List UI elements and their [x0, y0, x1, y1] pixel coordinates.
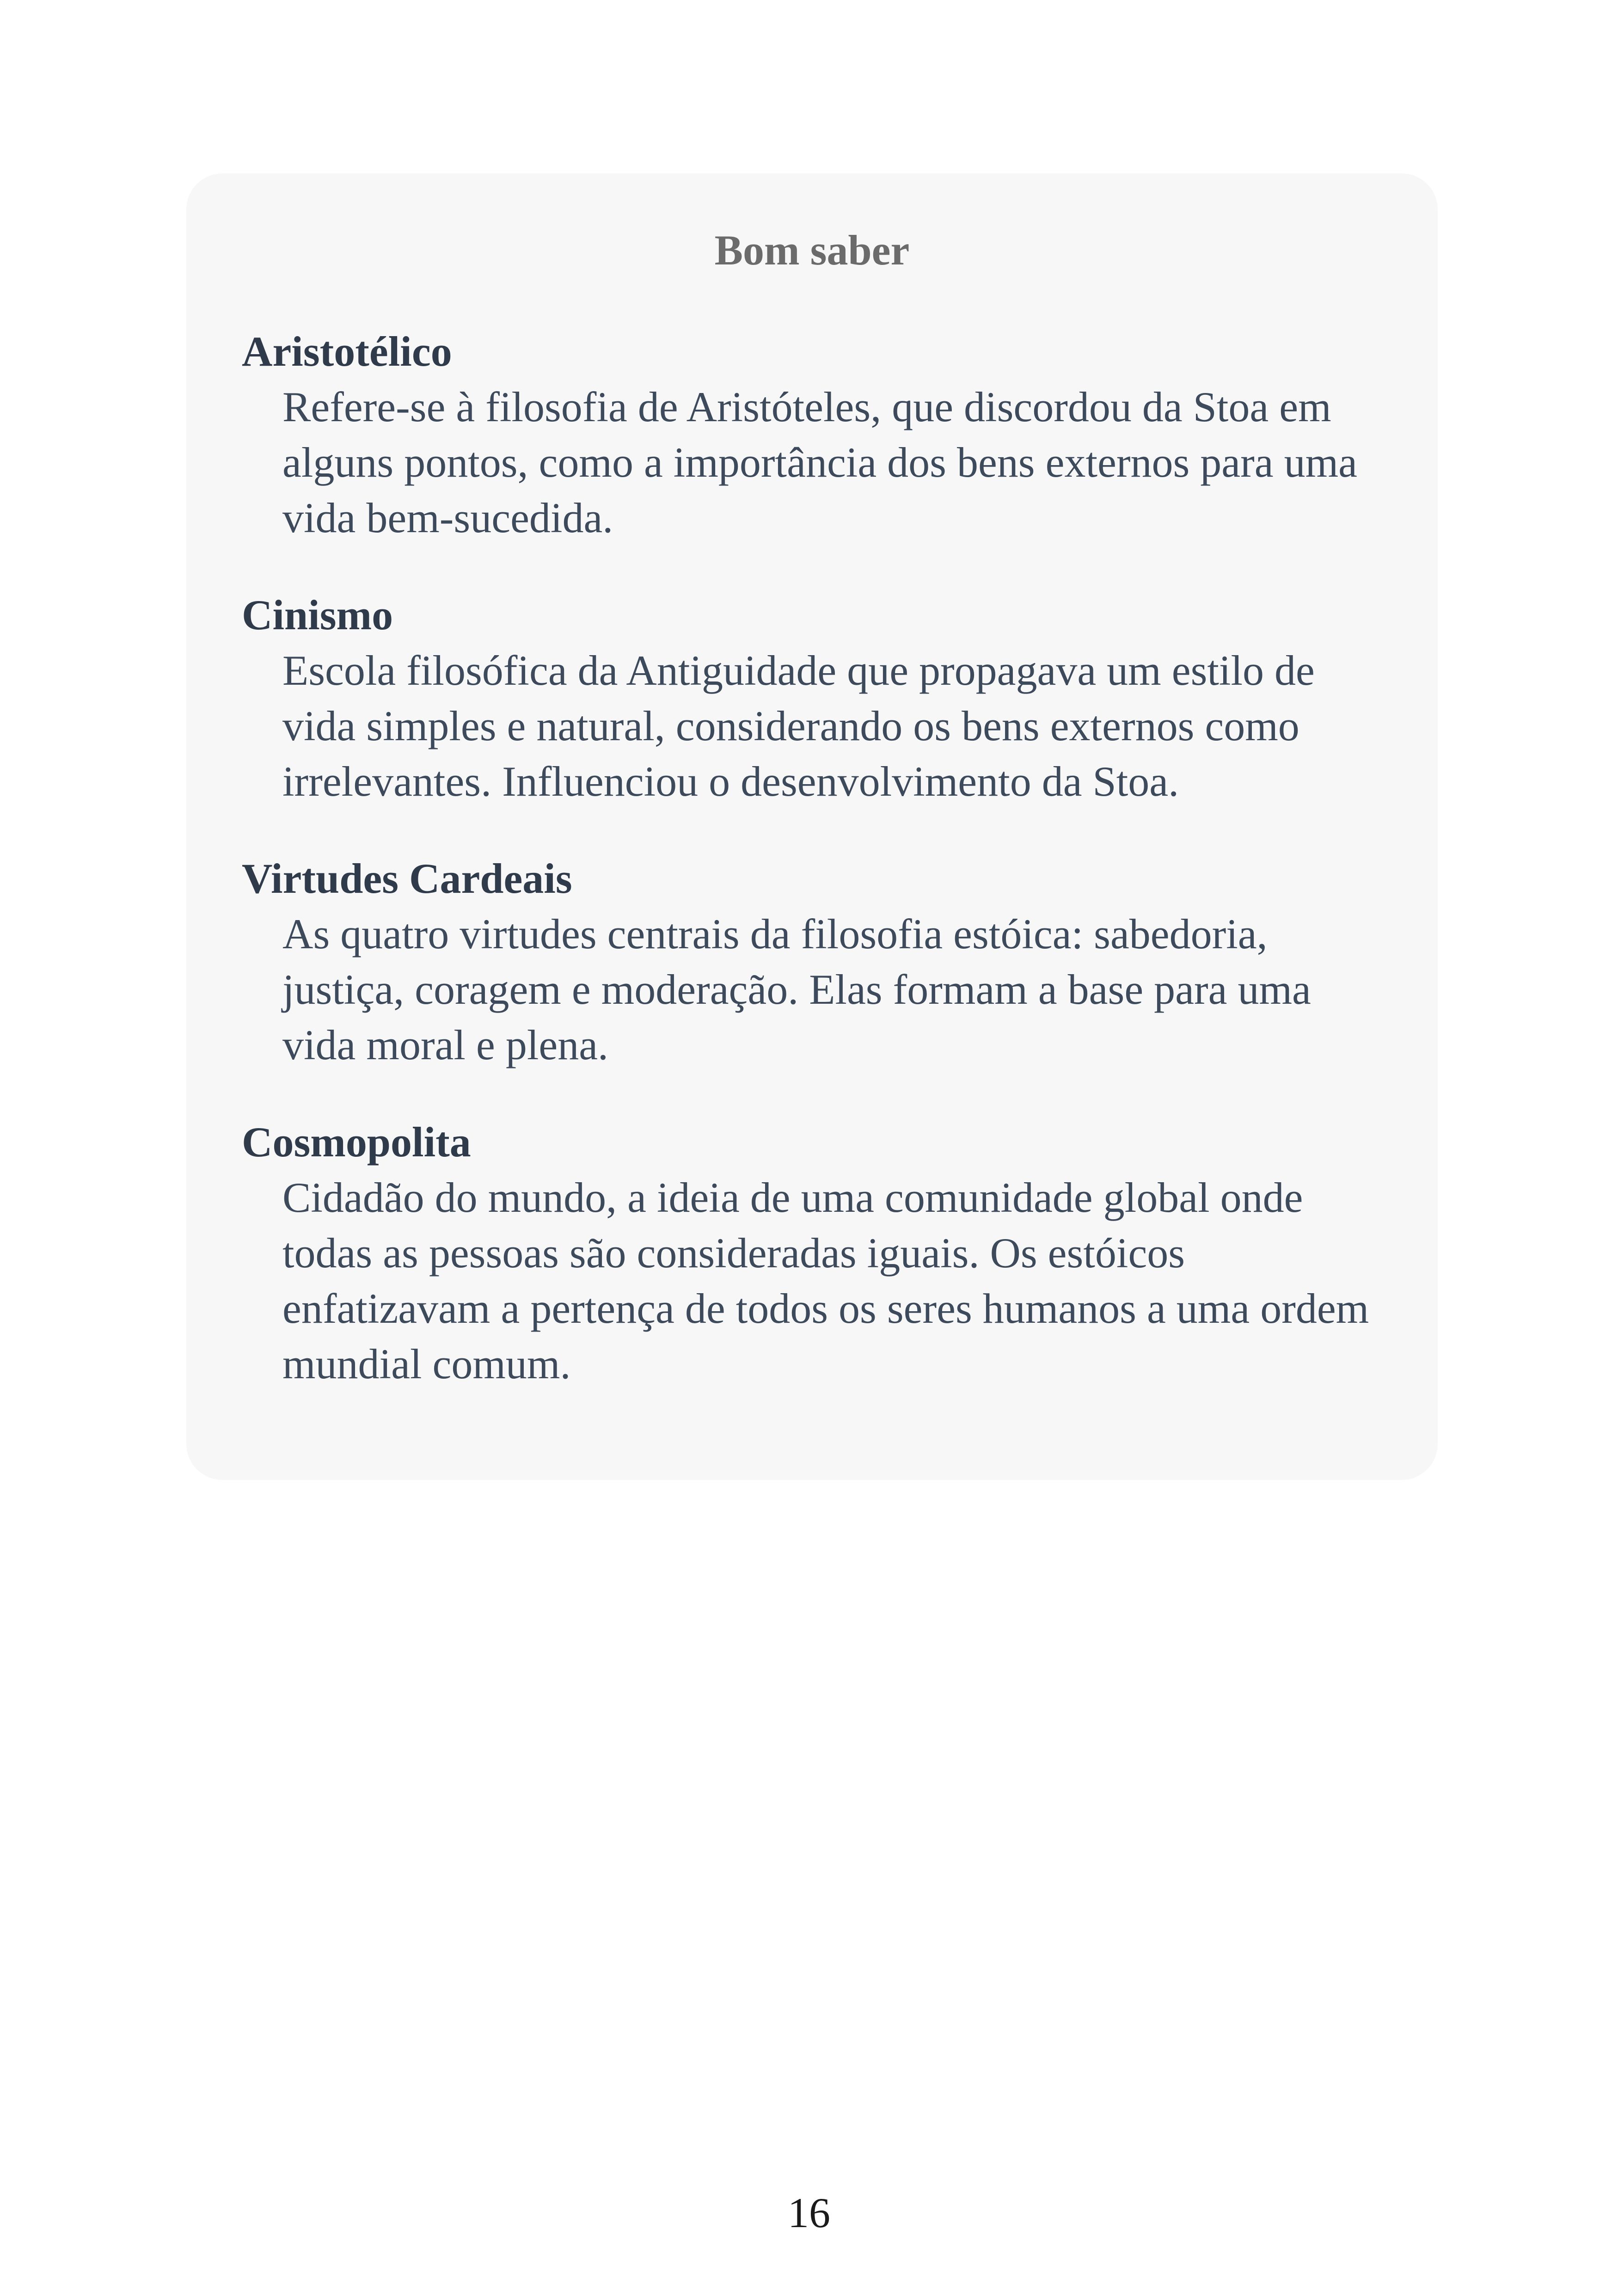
- glossary-entry-cinismo: [242, 587, 1387, 809]
- definition: [242, 1170, 1387, 1392]
- definition-line: alguns pontos, como a importância dos bens externos para uma: [282, 439, 1357, 486]
- term: Cinismo: [242, 591, 393, 638]
- definition-line: vida simples e natural, considerando os bens externos como: [282, 702, 1299, 749]
- definition-line: Cidadão do mundo, a ideia de uma comunidade global onde: [282, 1174, 1303, 1221]
- definition: [242, 643, 1387, 809]
- definition-line: Escola filosófica da Antiguidade que propagava um estilo de: [282, 647, 1315, 694]
- glossary-entry-aristotelico: [242, 324, 1387, 546]
- definition-line: Refere-se à filosofia de Aristóteles, que discordou da Stoa em: [282, 383, 1331, 430]
- term: Cosmopolita: [242, 1118, 471, 1166]
- definition-line: mundial comum.: [282, 1340, 571, 1387]
- term: Virtudes Cardeais: [242, 855, 572, 902]
- definition-line: enfatizavam a pertença de todos os seres humanos a uma ordem: [282, 1285, 1369, 1332]
- definition: [242, 379, 1387, 546]
- glossary-entry-cosmopolita: [242, 1114, 1387, 1392]
- glossary-entry-virtudes-cardeais: [242, 851, 1387, 1073]
- definition-line: vida moral e plena.: [282, 1021, 609, 1068]
- definition-line: todas as pessoas são consideradas iguais. Os estóicos: [282, 1229, 1185, 1277]
- info-box: [186, 173, 1438, 1480]
- box-title: Bom saber: [714, 227, 910, 274]
- term: Aristotélico: [242, 328, 452, 375]
- definition-line: irrelevantes. Influenciou o desenvolvimento da Stoa.: [282, 758, 1179, 805]
- definition-line: justiça, coragem e moderação. Elas formam a base para uma: [282, 966, 1311, 1013]
- definition-line: vida bem-sucedida.: [282, 494, 613, 541]
- definition: [242, 906, 1387, 1073]
- definition-line: As quatro virtudes centrais da filosofia estóica: sabedoria,: [282, 910, 1268, 958]
- page-number: 16: [788, 2189, 830, 2236]
